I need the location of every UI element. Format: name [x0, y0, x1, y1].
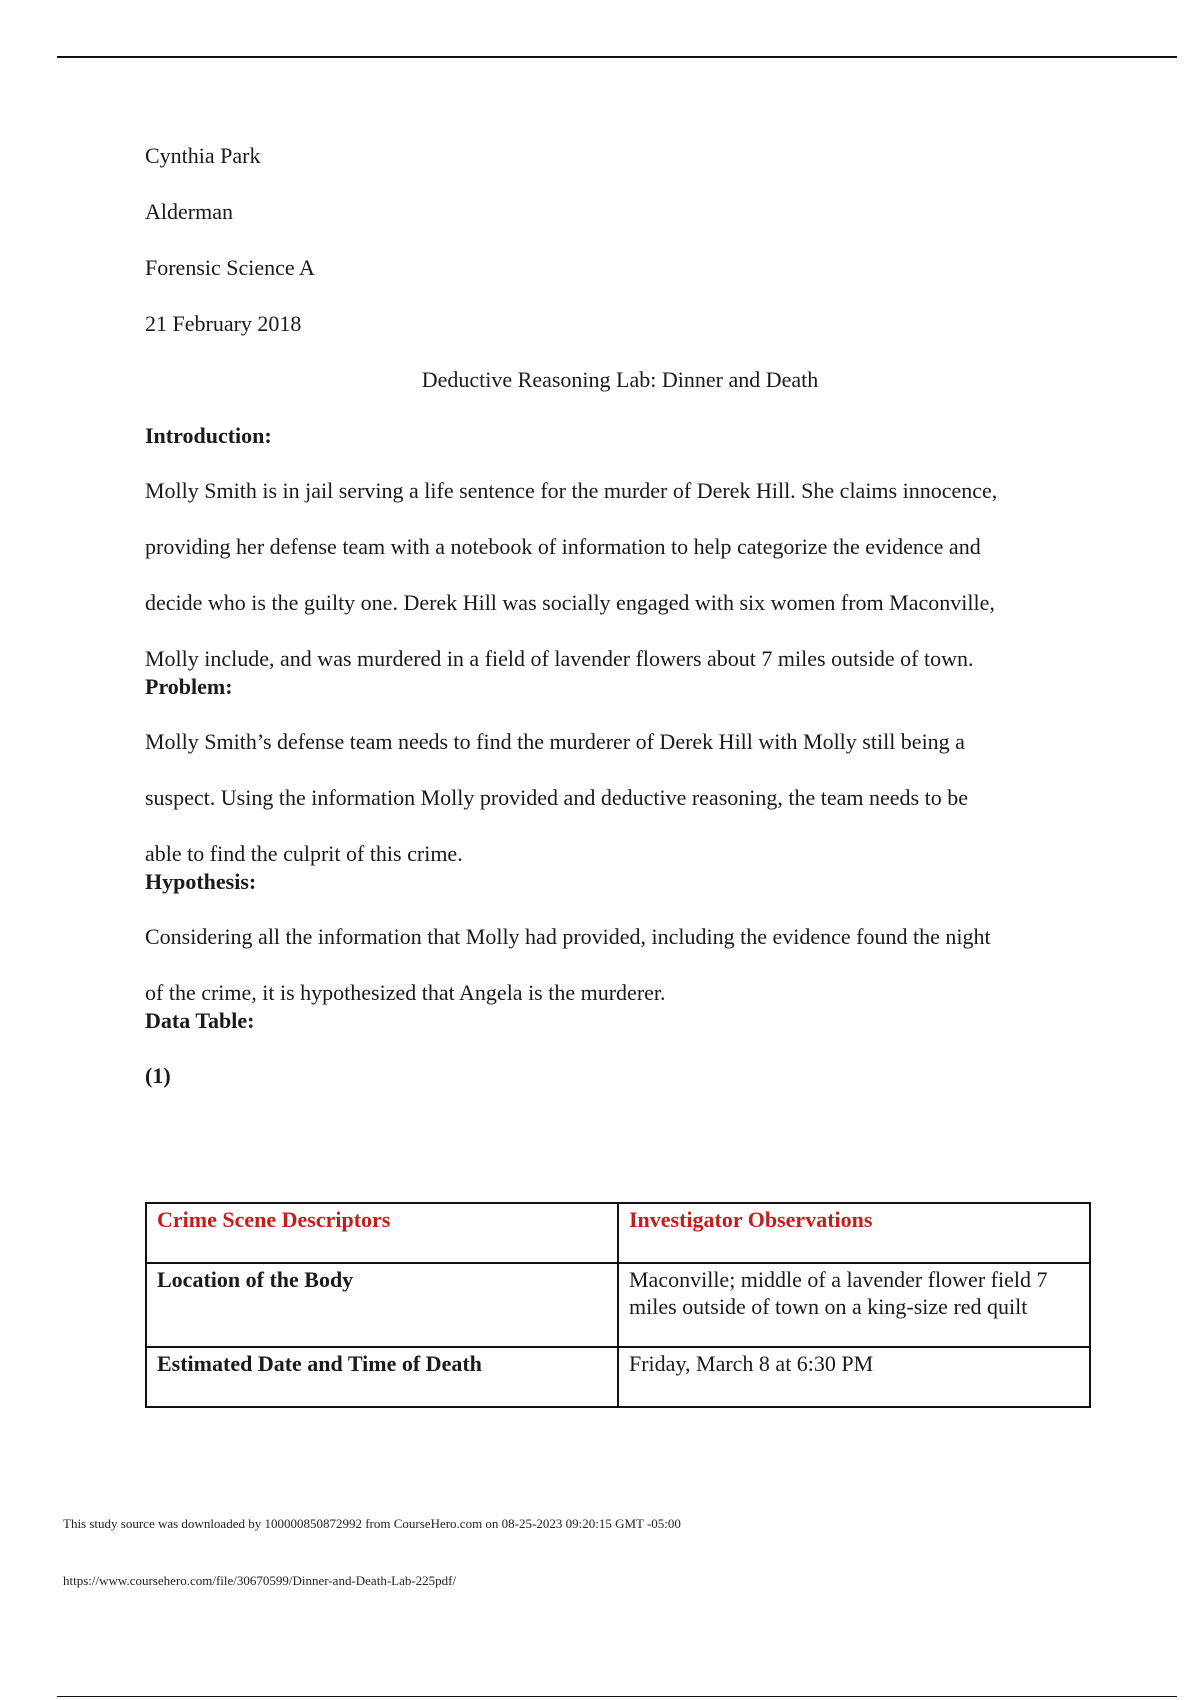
data-table-label: (1)	[145, 1063, 171, 1088]
page-title: Deductive Reasoning Lab: Dinner and Death	[421, 367, 819, 392]
introduction-line: decide who is the guilty one. Derek Hill was socially engaged with six women from Maconville,	[145, 590, 995, 615]
hypothesis-heading: Hypothesis:	[145, 869, 257, 894]
document-date: 21 February 2018	[145, 311, 302, 336]
hypothesis-line: Considering all the information that Molly had provided, including the evidence found the night	[145, 924, 991, 949]
introduction-heading: Introduction:	[145, 423, 272, 448]
table-header-row	[146, 1203, 1090, 1263]
hypothesis-line: of the crime, it is hypothesized that Angela is the murderer.	[145, 980, 666, 1005]
table-row	[146, 1263, 1090, 1347]
hypothesis-paragraph	[145, 909, 1095, 1021]
introduction-line: Molly include, and was murdered in a field of lavender flowers about 7 miles outside of town.	[145, 646, 974, 671]
top-rule	[57, 56, 1177, 58]
teacher-name: Alderman	[145, 199, 233, 224]
bottom-rule	[57, 1696, 1177, 1697]
course-name: Forensic Science A	[145, 255, 315, 280]
student-name: Cynthia Park	[145, 143, 261, 168]
source-url[interactable]: https://www.coursehero.com/file/30670599/Dinner-and-Death-Lab-225pdf/	[63, 1573, 457, 1588]
document-body	[145, 142, 1095, 1117]
introduction-line: Molly Smith is in jail serving a life sentence for the murder of Derek Hill. She claims innocence,	[145, 478, 998, 503]
table-cell-observation: Friday, March 8 at 6:30 PM	[618, 1347, 1090, 1407]
problem-heading: Problem:	[145, 674, 233, 699]
problem-line: able to find the culprit of this crime.	[145, 841, 463, 866]
table-header-cell: Investigator Observations	[618, 1203, 1090, 1263]
table-row	[146, 1347, 1090, 1407]
table-cell-descriptor: Location of the Body	[146, 1263, 618, 1347]
introduction-line: providing her defense team with a notebook of information to help categorize the evidence and	[145, 534, 981, 559]
problem-line: Molly Smith’s defense team needs to find the murderer of Derek Hill with Molly still being a	[145, 729, 965, 754]
introduction-paragraph	[145, 463, 1095, 687]
table-cell-descriptor: Estimated Date and Time of Death	[146, 1347, 618, 1407]
problem-paragraph	[145, 714, 1095, 882]
download-source-line: This study source was downloaded by 100000850872992 from CourseHero.com on 08-25-2023 09:20:15 GMT -05:00	[63, 1516, 681, 1531]
table-cell-observation: Maconville; middle of a lavender flower field 7 miles outside of town on a king-size red quilt	[618, 1263, 1090, 1347]
data-table-heading: Data Table:	[145, 1008, 255, 1033]
crime-scene-table	[145, 1202, 1091, 1408]
table-header-cell: Crime Scene Descriptors	[146, 1203, 618, 1263]
problem-line: suspect. Using the information Molly provided and deductive reasoning, the team needs to be	[145, 785, 968, 810]
